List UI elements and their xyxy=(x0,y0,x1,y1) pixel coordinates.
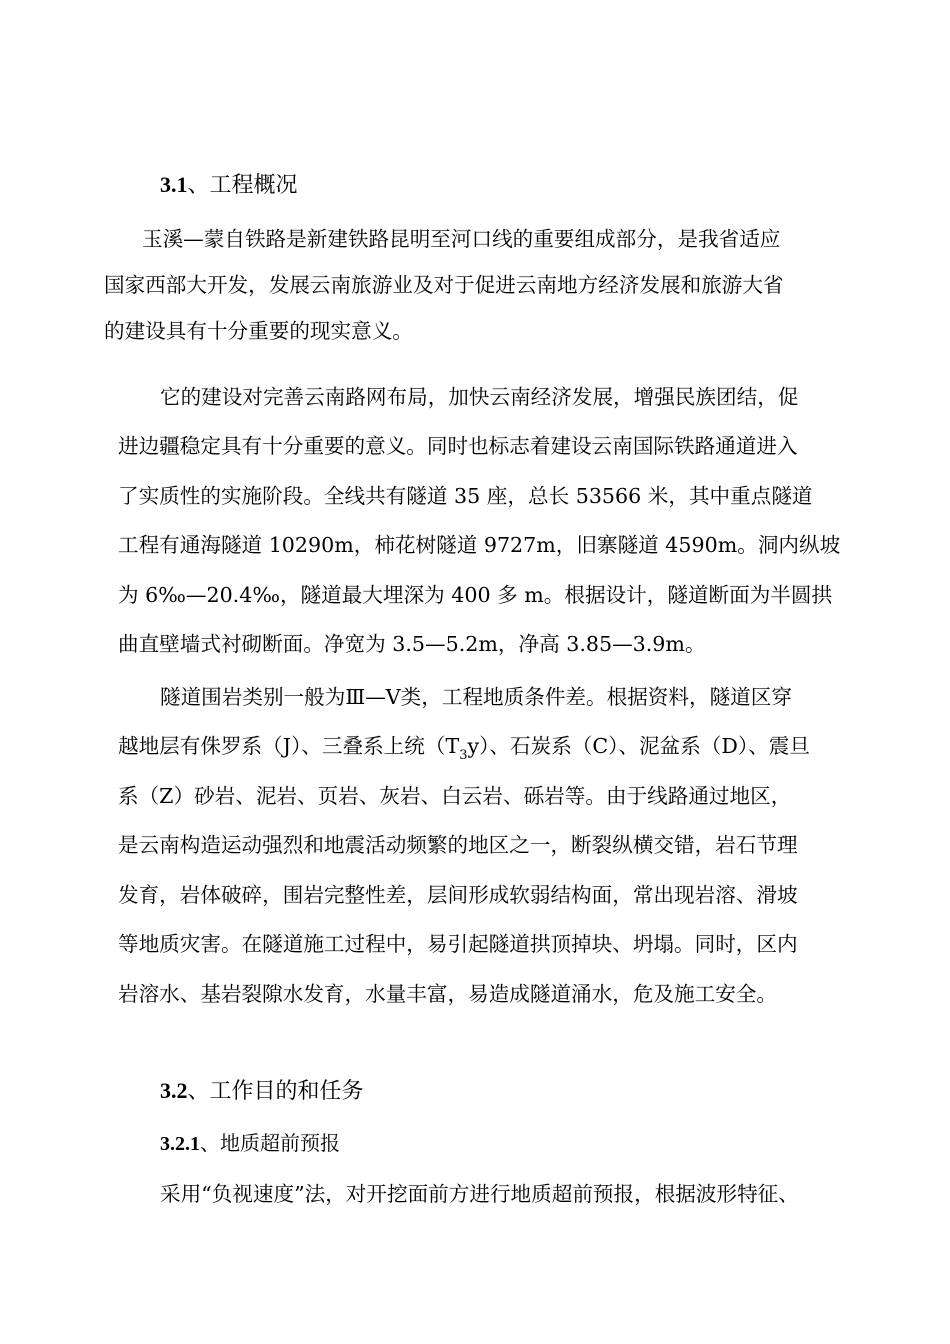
text-segment: y）、石炭系（C）、泥盆系（D）、震旦 xyxy=(467,734,810,758)
section-number: 3.2 xyxy=(160,1078,188,1103)
paragraph-line-with-subscript xyxy=(118,732,810,764)
text-segment: 越地层有侏罗系（J）、三叠系上统（T xyxy=(118,734,460,758)
section-heading-3-1 xyxy=(160,170,298,201)
paragraph-line: 采用“负视速度”法，对开挖面前方进行地质超前预报，根据波形特征、 xyxy=(160,1182,799,1206)
section-heading-3-2 xyxy=(160,1076,364,1107)
paragraph-line: 是云南构造运动强烈和地震活动频繁的地区之一，断裂纵横交错，岩石节理 xyxy=(118,833,798,857)
paragraph-line: 等地质灾害。在隧道施工过程中，易引起隧道拱顶掉块、坍塌。同时，区内 xyxy=(118,932,798,956)
section-heading-3-2-1 xyxy=(160,1129,340,1158)
paragraph-line: 的建设具有十分重要的现实意义。 xyxy=(104,319,413,343)
section-title: 、地质超前预报 xyxy=(200,1131,340,1155)
paragraph-line: 了实质性的实施阶段。全线共有隧道 35 座，总长 53566 米，其中重点隧道 xyxy=(118,484,813,508)
paragraph-line: 玉溪—蒙自铁路是新建铁路昆明至河口线的重要组成部分，是我省适应 xyxy=(142,227,781,251)
section-number: 3.2.1 xyxy=(160,1133,200,1155)
paragraph-line: 它的建设对完善云南路网布局，加快云南经济发展，增强民族团结，促 xyxy=(160,385,799,409)
paragraph-line: 岩溶水、基岩裂隙水发育，水量丰富，易造成隧道涌水，危及施工安全。 xyxy=(118,982,777,1006)
section-title: 、工程概况 xyxy=(187,173,298,198)
paragraph-line: 曲直壁墙式衬砌断面。净宽为 3.5—5.2m，净高 3.85—3.9m。 xyxy=(118,632,706,656)
paragraph-line: 隧道围岩类别一般为Ⅲ—Ⅴ类，工程地质条件差。根据资料，隧道区穿 xyxy=(160,685,792,709)
paragraph-line: 系（Z）砂岩、泥岩、页岩、灰岩、白云岩、砾岩等。由于线路通过地区， xyxy=(118,784,792,808)
paragraph-line: 国家西部大开发，发展云南旅游业及对于促进云南地方经济发展和旅游大省 xyxy=(104,273,784,297)
section-title: 、工作目的和任务 xyxy=(187,1079,364,1104)
paragraph-line: 工程有通海隧道 10290m，柿花树隧道 9727m，旧寨隧道 4590m。洞内纵坡 xyxy=(118,533,841,557)
subscript: 3 xyxy=(459,748,468,763)
paragraph-line: 进边疆稳定具有十分重要的意义。同时也标志着建设云南国际铁路通道进入 xyxy=(118,434,798,458)
section-number: 3.1 xyxy=(160,172,188,197)
paragraph-line: 为 6‰—20.4‰，隧道最大埋深为 400 多 m。根据设计，隧道断面为半圆拱 xyxy=(118,583,833,607)
paragraph-line: 发育，岩体破碎，围岩完整性差，层间形成软弱结构面，常出现岩溶、滑坡 xyxy=(118,883,798,907)
